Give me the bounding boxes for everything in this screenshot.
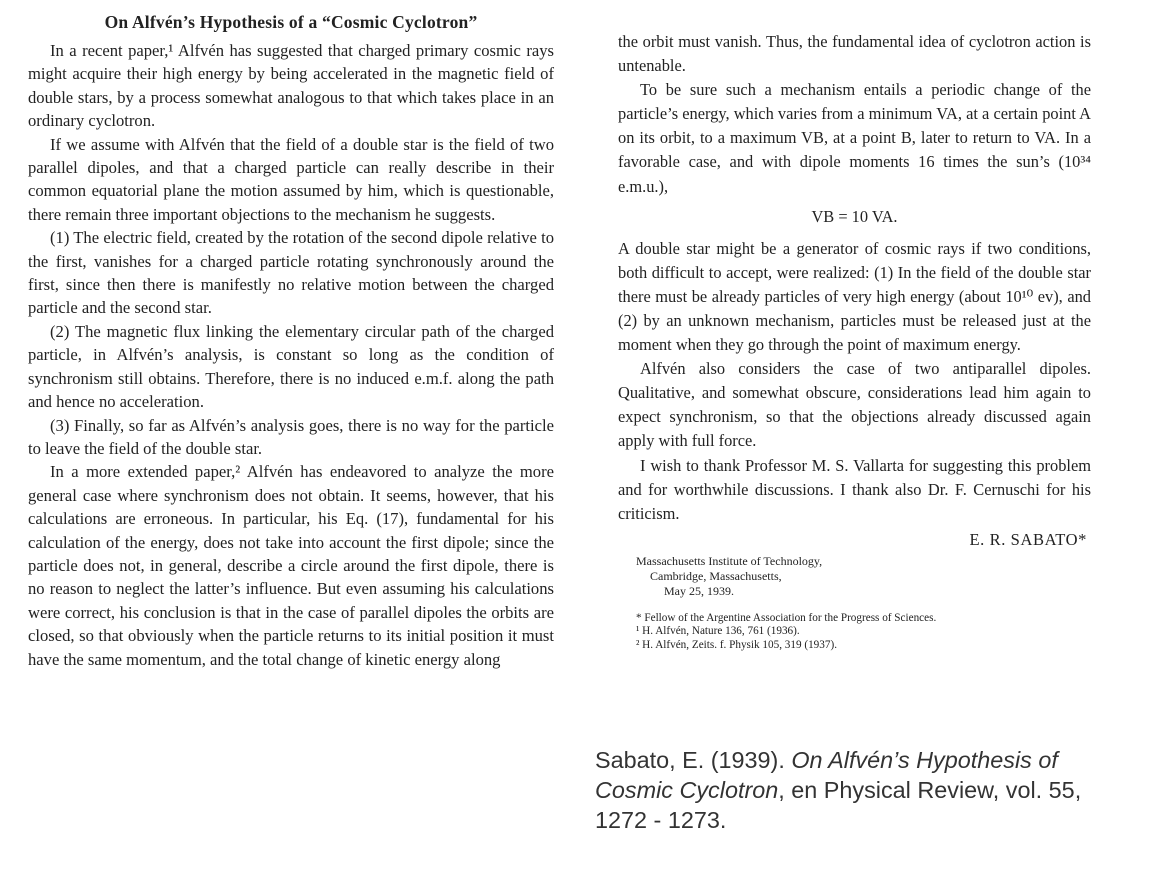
paragraph-energy-change: To be sure such a mechanism entails a periodic change of the particle’s energy, which varies from a minimum VA, at a certain point A on its orbit, to a maximum VB, at a point B, later to return to VA. In a favorable case, and with dipole moments 16 times the sun’s (10³⁴ e.m.u.), [618, 80, 1091, 196]
affiliation [636, 554, 1091, 599]
footnote: ² H. Alfvén, Zeits. f. Physik 105, 319 (1937). [636, 638, 837, 651]
citation-caption [595, 745, 1125, 835]
paragraph-intro: In a recent paper,¹ Alfvén has suggested that charged primary cosmic rays might acquire their high energy by being accelerated in the magnetic field of double stars, by a process somewhat analogous to that which takes place in an ordinary cyclotron. [28, 41, 554, 131]
footnotes [636, 612, 1091, 653]
paragraph-acknowledgments: I wish to thank Professor M. S. Vallarta for suggesting this problem and for worthwhile discussions. I thank also Dr. F. Cernuschi for his criticism. [618, 455, 1091, 523]
author-signature: E. R. SABATO* [969, 529, 1087, 549]
paragraph-objection-1: (1) The electric field, created by the rotation of the second dipole relative to the first, vanishes for a charged particle rotating synchronously around the first, since then there is manifestly no relative motion between the charged particle and the second star. [28, 228, 554, 318]
equation: VB = 10 VA. [811, 206, 898, 226]
citation-title: On Alfvén’s Hypothesis of Cosmic Cyclotron [595, 747, 1058, 803]
article-title: On Alfvén’s Hypothesis of a “Cosmic Cyclotron” [104, 12, 478, 32]
paragraph-continuation: the orbit must vanish. Thus, the fundamental idea of cyclotron action is untenable. [618, 32, 1091, 76]
footnote: * Fellow of the Argentine Association for the Progress of Sciences. [636, 611, 937, 624]
affiliation-line: May 25, 1939. [664, 583, 734, 598]
paragraph-objection-3: (3) Finally, so far as Alfvén’s analysis goes, there is no way for the particle to leave the field of the double star. [28, 415, 554, 458]
affiliation-line: Massachusetts Institute of Technology, [636, 553, 823, 568]
paragraph-objection-2: (2) The magnetic flux linking the elementary circular path of the charged particle, in Alfvén’s analysis, is constant so long as the condition of synchronism still obtains. Therefore, there is no induced e.m.f. along the path and hence no acceleration. [28, 321, 554, 412]
right-column [618, 30, 1091, 653]
paragraph-extended-paper: In a more extended paper,² Alfvén has endeavored to analyze the more general case where synchronism does not obtain. It seems, however, that his calculations are erroneous. In particular, his Eq. (17), fundamental for his calculation of the energy, does not take into account the first dipole; since the particle does not, in general, describe a circle around the first dipole, there is no reason to neglect the latter’s influence. But even assuming his calculations were correct, his conclusion is that in the case of parallel dipoles the orbits are closed, so that obviously when the particle returns to its initial position it must have the same momentum, and the total change of kinetic energy along [28, 462, 554, 669]
left-column [28, 12, 554, 671]
paragraph-assumption: If we assume with Alfvén that the field of a double star is the field of two parallel dipoles, and that a charged particle can really describe in their common equatorial plane the motion assumed by him, which is questionable, there remain three important objections to the mechanism he suggests. [28, 134, 554, 224]
affiliation-line: Cambridge, Massachusetts, [650, 568, 782, 583]
citation-suffix: , en Physical Review, vol. 55, 1272 - 1273. [595, 777, 1082, 833]
footnote: ¹ H. Alfvén, Nature 136, 761 (1936). [636, 625, 800, 638]
citation-prefix: Sabato, E. (1939). [595, 747, 792, 773]
paragraph-conditions: A double star might be a generator of cosmic rays if two conditions, both difficult to accept, were realized: (1) In the field of the double star there must be already particles of very high energy (about 10¹⁰ ev), and (2) by an unknown mechanism, particles must be released just at the moment when they go through the point of maximum energy. [618, 238, 1091, 355]
paragraph-antiparallel: Alfvén also considers the case of two antiparallel dipoles. Qualitative, and somewhat obscure, considerations lead him again to expect synchronism, so that the objections already discussed again apply with full force. [618, 359, 1091, 451]
